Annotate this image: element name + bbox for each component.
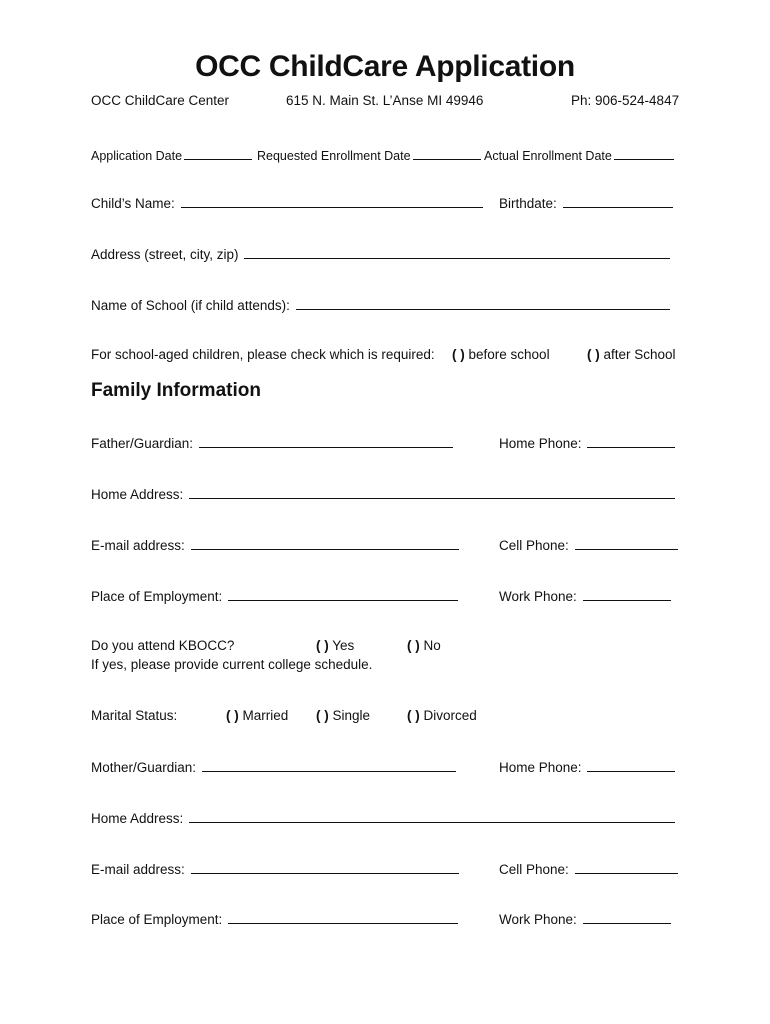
father-field[interactable]	[91, 435, 453, 451]
divorced-label: Divorced	[423, 708, 477, 723]
married-option[interactable]	[226, 708, 288, 723]
mother-cell-phone-label: Cell Phone:	[499, 862, 569, 877]
kbocc-no-checkbox[interactable]: ( )	[407, 638, 420, 653]
mother-email-label: E-mail address:	[91, 862, 185, 877]
application-date-line[interactable]	[184, 147, 252, 160]
schedule-note: If yes, please provide current college schedule.	[91, 657, 373, 672]
mother-home-address-line[interactable]	[189, 810, 675, 823]
father-home-phone-field[interactable]	[499, 435, 675, 451]
father-home-phone-label: Home Phone:	[499, 436, 582, 451]
kbocc-no-label: No	[423, 638, 441, 653]
kbocc-question: Do you attend KBOCC?	[91, 638, 235, 653]
birthdate-label: Birthdate:	[499, 196, 557, 211]
mother-home-phone-line[interactable]	[587, 759, 675, 772]
school-name-line[interactable]	[296, 297, 670, 310]
family-info-heading: Family Information	[91, 380, 261, 401]
divorced-checkbox[interactable]: ( )	[407, 708, 420, 723]
father-work-phone-line[interactable]	[583, 588, 671, 601]
kbocc-yes-checkbox[interactable]: ( )	[316, 638, 329, 653]
birthdate-field[interactable]	[499, 195, 673, 211]
application-date-label: Application Date	[91, 149, 183, 163]
father-employment-label: Place of Employment:	[91, 589, 223, 604]
single-label: Single	[332, 708, 371, 723]
before-school-label: before school	[468, 347, 550, 362]
mother-employment-label: Place of Employment:	[91, 912, 223, 927]
father-work-phone-field[interactable]	[499, 588, 671, 604]
mother-employment-line[interactable]	[228, 911, 458, 924]
child-address-label: Address (street, city, zip)	[91, 247, 239, 262]
kbocc-yes-label: Yes	[332, 638, 355, 653]
birthdate-line[interactable]	[563, 195, 673, 208]
mother-line[interactable]	[202, 759, 456, 772]
father-home-phone-line[interactable]	[587, 435, 675, 448]
mother-work-phone-label: Work Phone:	[499, 912, 577, 927]
mother-email-line[interactable]	[191, 861, 459, 874]
father-home-address-label: Home Address:	[91, 487, 184, 502]
father-email-field[interactable]	[91, 537, 459, 553]
father-line[interactable]	[199, 435, 453, 448]
child-address-line[interactable]	[244, 246, 670, 259]
marital-status-label: Marital Status:	[91, 708, 178, 723]
father-email-label: E-mail address:	[91, 538, 185, 553]
married-checkbox[interactable]: ( )	[226, 708, 239, 723]
requested-enrollment-label: Requested Enrollment Date	[257, 149, 411, 163]
child-name-label: Child’s Name:	[91, 196, 175, 211]
before-school-option[interactable]	[452, 347, 550, 362]
after-school-checkbox[interactable]: ( )	[587, 347, 600, 362]
center-address: 615 N. Main St. L’Anse MI 49946	[286, 93, 484, 108]
actual-enrollment-field[interactable]	[484, 147, 674, 163]
father-work-phone-label: Work Phone:	[499, 589, 577, 604]
single-option[interactable]	[316, 708, 370, 723]
center-name: OCC ChildCare Center	[91, 93, 230, 108]
requested-enrollment-line[interactable]	[413, 147, 481, 160]
father-email-line[interactable]	[191, 537, 459, 550]
mother-cell-phone-line[interactable]	[575, 861, 678, 874]
child-address-field[interactable]	[91, 246, 670, 262]
mother-work-phone-line[interactable]	[583, 911, 671, 924]
single-checkbox[interactable]: ( )	[316, 708, 329, 723]
child-name-field[interactable]	[91, 195, 483, 211]
application-date-field[interactable]	[91, 147, 252, 163]
father-cell-phone-label: Cell Phone:	[499, 538, 569, 553]
father-cell-phone-field[interactable]	[499, 537, 678, 553]
kbocc-no-option[interactable]	[407, 638, 441, 653]
mother-label: Mother/Guardian:	[91, 760, 197, 775]
mother-home-phone-label: Home Phone:	[499, 760, 582, 775]
father-home-address-line[interactable]	[189, 486, 675, 499]
father-label: Father/Guardian:	[91, 436, 194, 451]
actual-enrollment-label: Actual Enrollment Date	[484, 149, 612, 163]
form-title: OCC ChildCare Application	[195, 50, 575, 83]
mother-cell-phone-field[interactable]	[499, 861, 678, 877]
father-employment-field[interactable]	[91, 588, 458, 604]
father-home-address-field[interactable]	[91, 486, 675, 502]
child-name-line[interactable]	[181, 195, 483, 208]
father-employment-line[interactable]	[228, 588, 458, 601]
mother-employment-field[interactable]	[91, 911, 458, 927]
after-school-label: after School	[603, 347, 676, 362]
kbocc-yes-option[interactable]	[316, 638, 354, 653]
requested-enrollment-field[interactable]	[257, 147, 481, 163]
mother-home-phone-field[interactable]	[499, 759, 675, 775]
actual-enrollment-line[interactable]	[614, 147, 674, 160]
center-phone: Ph: 906-524-4847	[571, 93, 680, 108]
divorced-option[interactable]	[407, 708, 477, 723]
mother-email-field[interactable]	[91, 861, 459, 877]
mother-home-address-field[interactable]	[91, 810, 675, 826]
school-name-label: Name of School (if child attends):	[91, 298, 290, 313]
before-school-checkbox[interactable]: ( )	[452, 347, 465, 362]
school-name-field[interactable]	[91, 297, 670, 313]
mother-field[interactable]	[91, 759, 456, 775]
married-label: Married	[242, 708, 289, 723]
after-school-option[interactable]	[587, 347, 676, 362]
mother-home-address-label: Home Address:	[91, 811, 184, 826]
father-cell-phone-line[interactable]	[575, 537, 678, 550]
mother-work-phone-field[interactable]	[499, 911, 671, 927]
school-aged-label: For school-aged children, please check which is required:	[91, 347, 435, 362]
